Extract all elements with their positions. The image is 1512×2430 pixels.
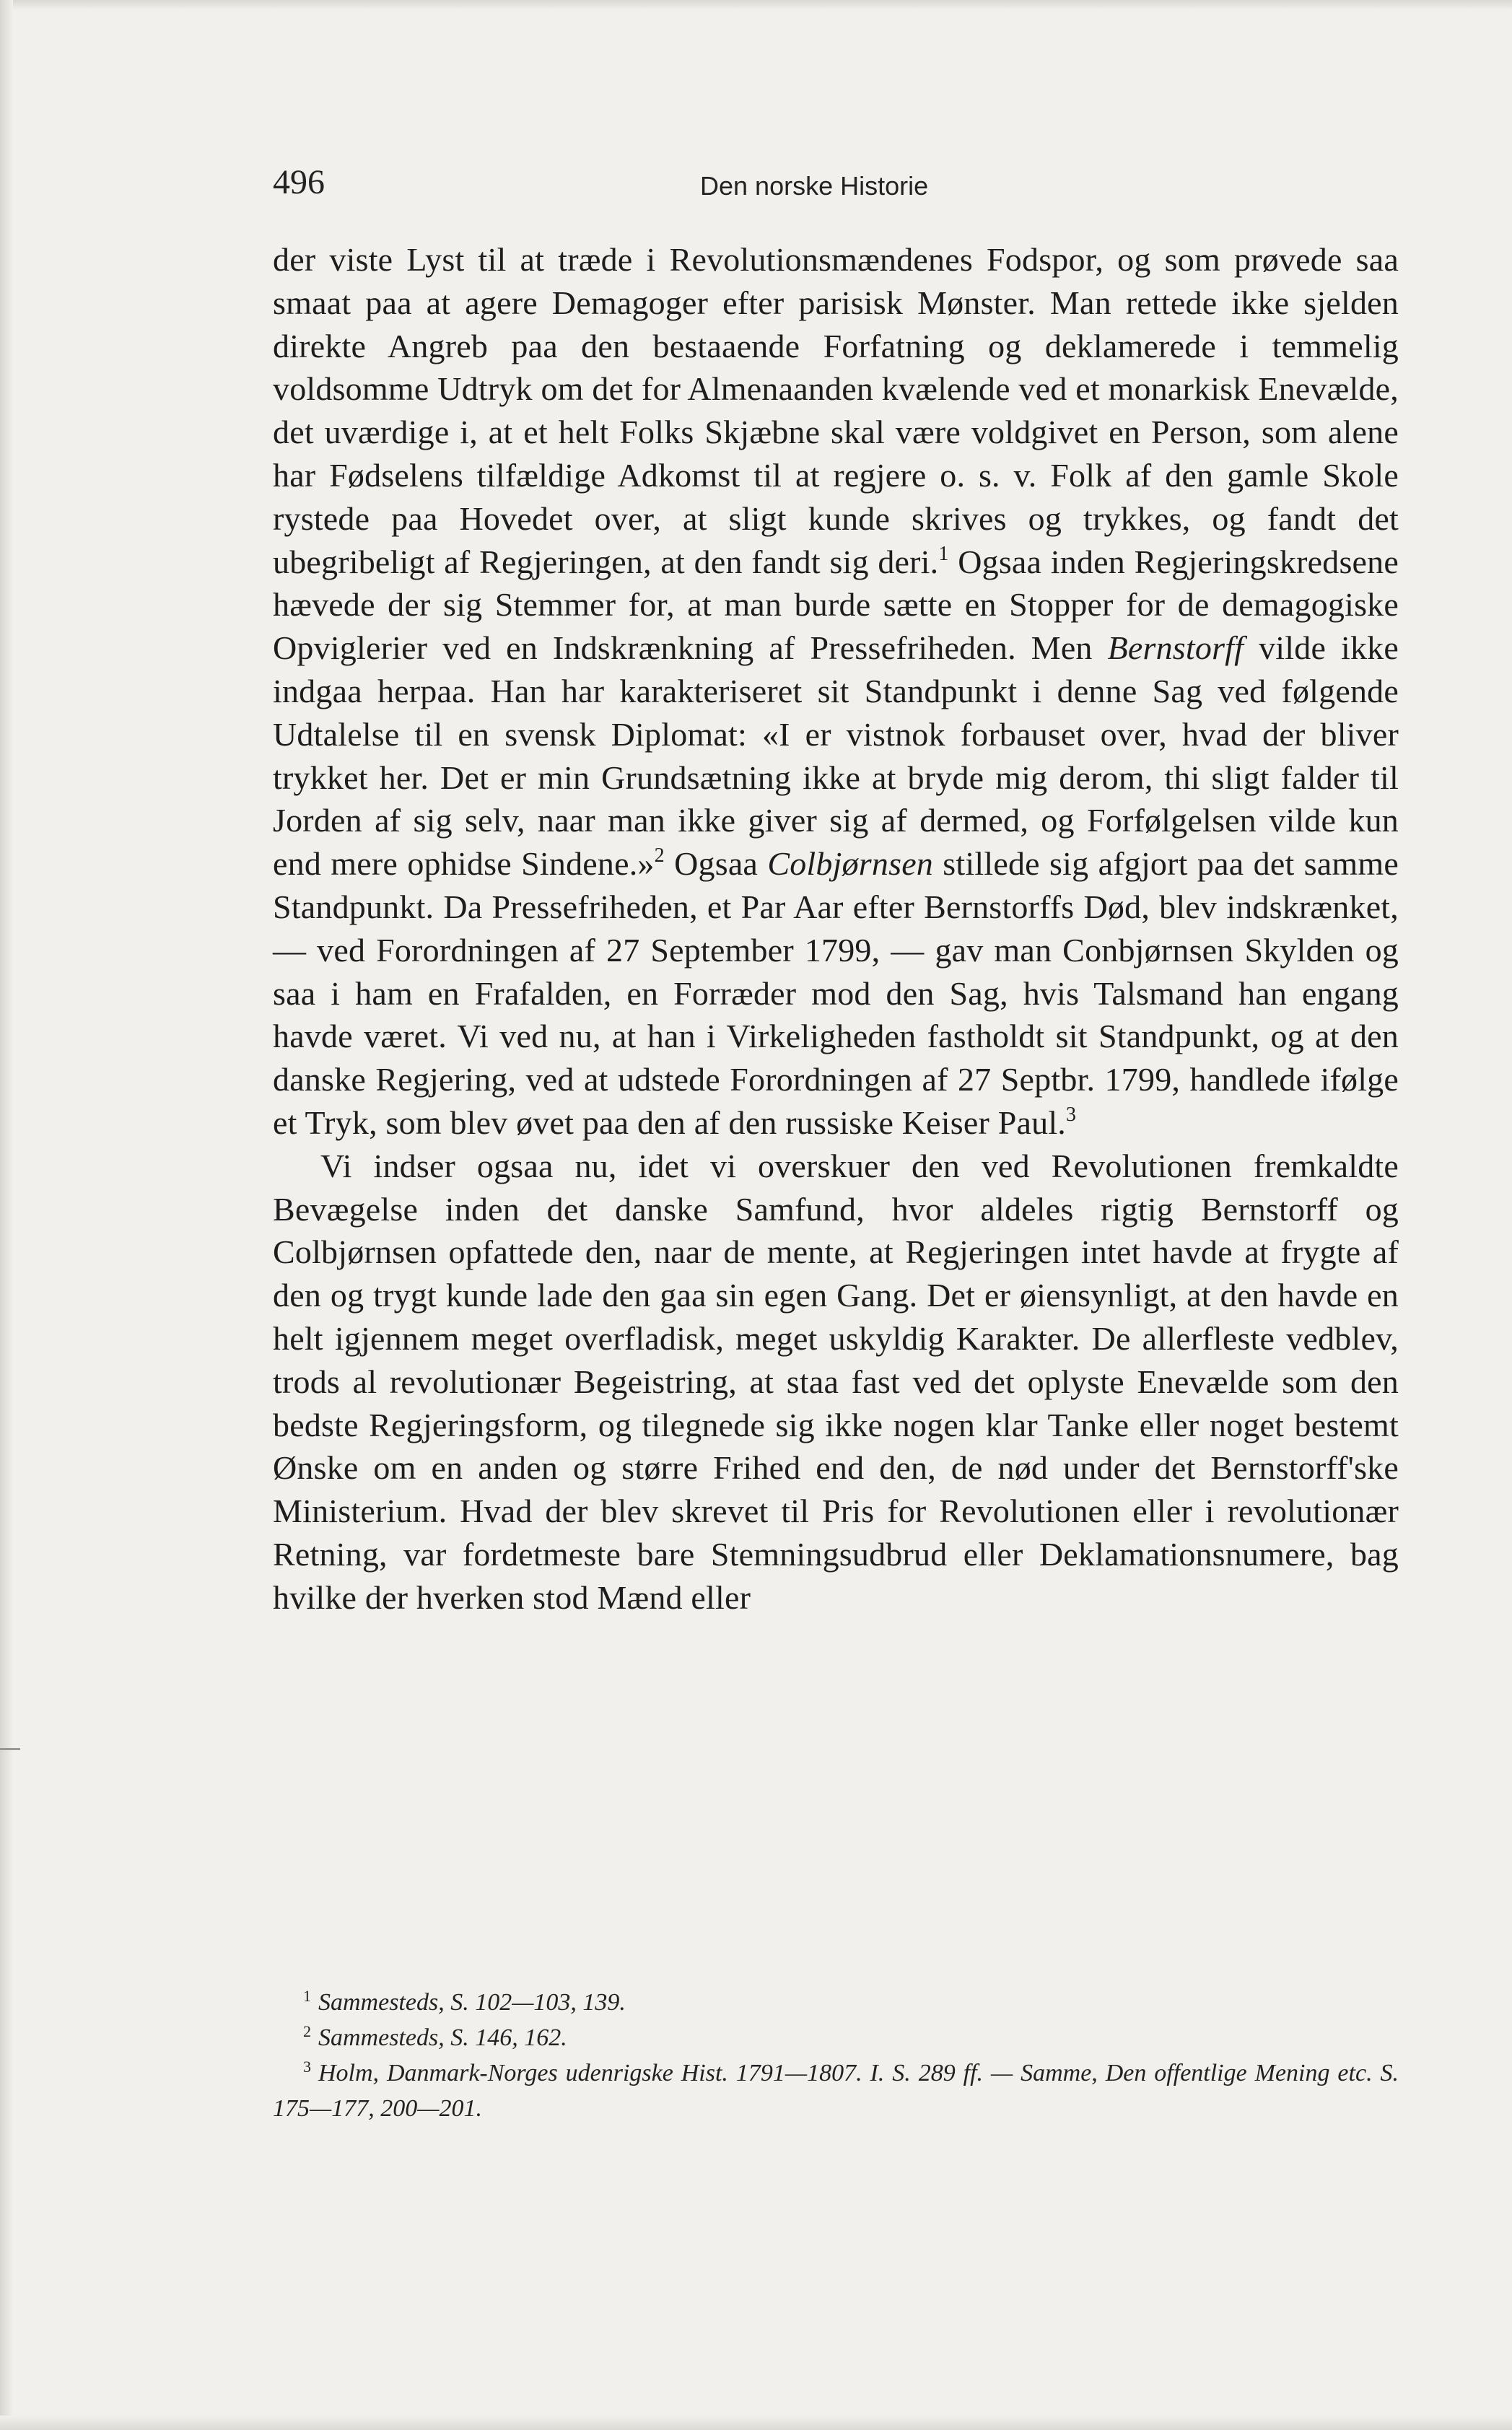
footnote-2 [273,2020,1399,2055]
footnote-text: Holm, Danmark-Norges udenrigske Hist. 1791—1807. I. S. 289 ff. — Samme, Den offentlige Mening etc. S. 175—177, 200—201. [273,2060,1399,2122]
name-colbjornsen: Colbjørnsen [767,845,934,883]
name-bernstorff: Bernstorff [1107,629,1244,667]
paragraph-2: Vi indser ogsaa nu, idet vi overskuer den ved Revolutionen fremkaldte Bevægelse inden det danske Samfund, hvor aldeles rigtig Bernstorff og Colbjørnsen opfattede den, naar de mente, at Regjeringen intet havde at frygte af den og trygt kunde lade den gaa sin egen Gang. Det er øiensynligt, at den havde en helt igjennem meget overfladisk, meget uskyldig Karakter. De allerfleste vedblev, trods al revolutionær Begeistring, at staa fast ved det oplyste Enevælde som den bedste Regjeringsform, og tilegnede sig ikke nogen klar Tanke eller noget bestemt Ønske om en anden og større Frihed end den, de nød under det Bernstorff'ske Ministerium. Hvad der blev skrevet til Pris for Revolutionen eller i revolutionær Retning, var fordetmeste bare Stemningsudbrud eller Deklamationsnumere, bag hvilke der hverken stod Mænd eller [273,1147,1399,1616]
text-run: der viste Lyst til at træde i Revolutionsmændenes Fodspor, og som prøvede saa smaat paa at agere Demagoger efter parisisk Mønster. Man rettede ikke sjelden direkte Angreb paa den bestaaende Forfatning og deklamerede i temmelig voldsomme Udtryk om det for Almenaanden kvælende ved et monarkisk Enevælde, det uværdige i, at et helt Folks Skjæbne skal være voldgivet en Person, som alene har Fødselens tilfældige Adkomst til at regjere o. s. v. Folk af den gamle Skole rystede paa Hovedet over, at sligt kunde skrives og trykkes, og fandt det ubegribeligt af Regjeringen, at den fandt sig deri. [273,241,1399,580]
footnote-ref-2[interactable]: 2 [654,844,665,867]
footnote-text: Sammesteds, S. 146, 162. [318,2024,567,2051]
text-run: Ogsaa [664,845,768,883]
text-run: stillede sig afgjort paa det samme Standpunkt. Da Pressefriheden, et Par Aar efter Bernstorffs Død, blev indskrænket, — ved Forordningen af 27 September 1799, — gav man Conbjørnsen Skylden og saa i ham en Frafalden, en Forræder mod den Sag, hvis Talsmand han engang havde været. Vi ved nu, at han i Virkeligheden fastholdt sit Standpunkt, og at den danske Regjering, ved at udstede Forordningen af 27 Septbr. 1799, handlede ifølge et Tryk, som blev øvet paa den af den russiske Keiser Paul. [273,845,1399,1141]
page-bottom-edge [0,2416,1512,2430]
footnote-3 [273,2055,1399,2126]
text-run: vilde ikke indgaa herpaa. Han har karakteriseret sit Standpunkt i denne Sag ved følgende Udtalelse til en svensk Diplomat: «I er vistnok forbauset over, hvad der bliver trykket her. Det er min Grundsætning ikke at bryde mig derom, thi sligt falder til Jorden af sig selv, naar man ikke giver sig af dermed, og Forfølgelsen vilde kun end mere ophidse Sindene.» [273,629,1399,883]
page-left-edge [0,0,13,2430]
footnote-number: 1 [303,1987,311,2005]
paragraph-1 [273,238,1399,1145]
footnote-text: Sammesteds, S. 102—103, 139. [318,1989,626,2016]
running-head: Den norske Historie [700,171,929,201]
page-top-edge [0,0,1512,10]
footnote-number: 2 [303,2022,311,2040]
footnote-ref-3[interactable]: 3 [1066,1103,1077,1126]
margin-mark [0,1748,20,1750]
text-run: Ogsaa inden Regjeringskredsene hævede der sig Stemmer for, at man burde sætte en Stopper for de demagogiske Opviglerier ved en Indskrænkning af Pressefriheden. Men [273,543,1399,667]
page-number: 496 [273,163,325,201]
page-header [273,162,1399,213]
footnote-ref-1[interactable]: 1 [938,542,949,565]
footnotes [273,1985,1399,2126]
footnote-number: 3 [303,2058,311,2076]
body-text [273,238,1399,1620]
footnote-1 [273,1985,1399,2020]
